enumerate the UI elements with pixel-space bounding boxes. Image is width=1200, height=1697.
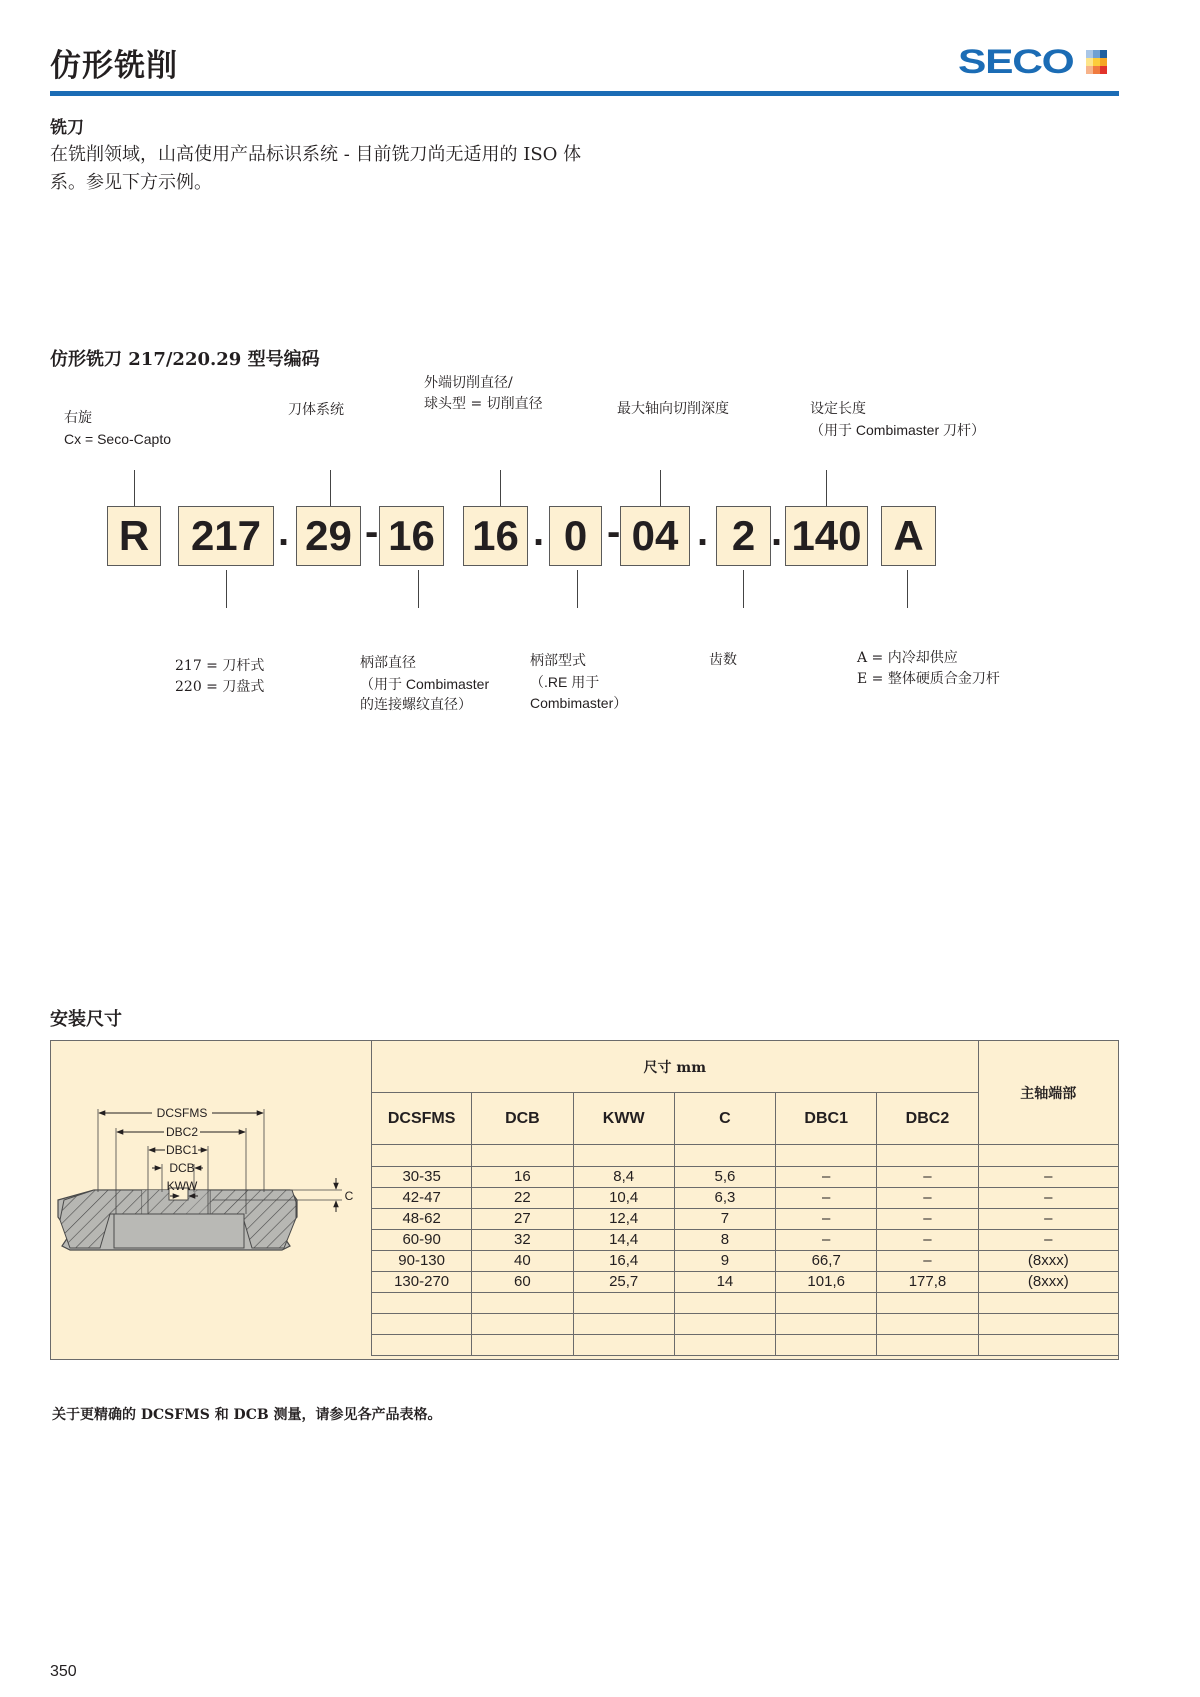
code-separator: . — [697, 510, 709, 554]
cell: 25,7 — [573, 1272, 674, 1293]
cell: 8 — [674, 1230, 775, 1251]
label-line: E = 整体硬质合金刀杆 — [857, 671, 1000, 687]
cell: 30-35 — [372, 1167, 472, 1188]
svg-text:DCB: DCB — [169, 1161, 195, 1175]
table-row — [372, 1272, 1119, 1293]
table-row — [372, 1188, 1119, 1209]
empty-cell — [877, 1293, 978, 1314]
cell: 60 — [472, 1272, 573, 1293]
cell: 27 — [472, 1209, 573, 1230]
empty-cell — [978, 1293, 1118, 1314]
label-line: 外端切削直径/ — [424, 375, 513, 391]
col-header-dbc2: DBC2 — [877, 1093, 978, 1145]
cell: 7 — [674, 1209, 775, 1230]
cell: – — [978, 1230, 1118, 1251]
intro-line-1: 在铣削领域，山高使用产品标识系统 - 目前铣刀尚无适用的 ISO 体 — [50, 144, 582, 165]
label-shank-diameter — [360, 653, 489, 716]
cell: 48-62 — [372, 1209, 472, 1230]
label-line: A = 内冷却供应 — [857, 650, 958, 666]
col-header-dbc1: DBC1 — [776, 1093, 877, 1145]
label-body-system — [288, 400, 344, 421]
code-box-type: 217 — [178, 506, 274, 566]
label-line: Combimaster） — [530, 695, 628, 711]
empty-cell — [877, 1335, 978, 1356]
empty-cell — [573, 1335, 674, 1356]
empty-cell — [472, 1145, 573, 1167]
svg-text:DBC2: DBC2 — [165, 1125, 199, 1139]
code-box-cutting-diameter: 16 — [463, 506, 528, 566]
label-line: 设定长度 — [810, 401, 866, 417]
logo-color-squares-icon — [1086, 50, 1107, 74]
cell: – — [776, 1188, 877, 1209]
footnote: 关于更精确的 DCSFMS 和 DCB 测量，请参见各产品表格。 — [52, 1407, 442, 1423]
col-header-dcb: DCB — [472, 1093, 573, 1145]
cell: 12,4 — [573, 1209, 674, 1230]
leader-line — [226, 570, 227, 608]
empty-cell — [372, 1145, 472, 1167]
cell: – — [877, 1188, 978, 1209]
diagram-label: DCSFMS — [156, 1106, 208, 1120]
empty-cell — [674, 1145, 775, 1167]
empty-cell — [776, 1314, 877, 1335]
table-row — [372, 1230, 1119, 1251]
code-separator: - — [607, 510, 621, 554]
spindle-header-label: 主轴端部 — [1020, 1085, 1077, 1102]
leader-line — [907, 570, 908, 608]
cell: 22 — [472, 1188, 573, 1209]
empty-cell — [776, 1145, 877, 1167]
svg-text:KWW: KWW — [166, 1179, 198, 1193]
empty-cell — [472, 1335, 573, 1356]
table-row — [372, 1209, 1119, 1230]
empty-cell — [877, 1145, 978, 1167]
logo-text: SECO — [958, 43, 1074, 81]
page-number: 350 — [50, 1663, 77, 1680]
cell: 10,4 — [573, 1188, 674, 1209]
leader-line — [577, 570, 578, 608]
page-title: 仿形铣削 — [50, 48, 178, 84]
cell: – — [978, 1188, 1118, 1209]
code-separator: - — [365, 510, 379, 554]
cell: 14 — [674, 1272, 775, 1293]
empty-cell — [776, 1293, 877, 1314]
cell: 6,3 — [674, 1188, 775, 1209]
mounting-dimensions-table — [371, 1040, 1119, 1356]
table-row — [372, 1251, 1119, 1272]
intro-paragraph — [50, 141, 650, 197]
empty-cell — [978, 1335, 1118, 1356]
label-line: 柄部直径 — [360, 655, 416, 671]
cell: – — [877, 1230, 978, 1251]
cell: 40 — [472, 1251, 573, 1272]
label-line: 刀体系统 — [288, 402, 344, 418]
cell: – — [877, 1167, 978, 1188]
code-box-max-depth: 04 — [620, 506, 690, 566]
leader-line — [418, 570, 419, 608]
label-line: （用于 Combimaster — [360, 676, 490, 692]
cell: – — [877, 1251, 978, 1272]
cell: 5,6 — [674, 1167, 775, 1188]
code-section-title: 仿形铣刀 217/220.29 型号编码 — [50, 349, 320, 370]
label-line: 的连接螺纹直径） — [360, 697, 472, 713]
cell: – — [978, 1167, 1118, 1188]
leader-line — [500, 470, 501, 506]
cell: (8xxx) — [978, 1272, 1118, 1293]
leader-line — [743, 570, 744, 608]
label-set-length — [810, 399, 985, 441]
cell: 90-130 — [372, 1251, 472, 1272]
code-separator: . — [533, 510, 545, 554]
cell: 130-270 — [372, 1272, 472, 1293]
empty-cell — [573, 1314, 674, 1335]
label-number-of-teeth — [709, 650, 737, 671]
code-separator: . — [278, 510, 290, 554]
label-line: 217 = 刀杆式 — [175, 658, 265, 674]
label-line: 右旋 — [64, 410, 92, 426]
code-box-option: A — [881, 506, 936, 566]
group-header-label: 尺寸 mm — [643, 1059, 707, 1076]
cell: 16,4 — [573, 1251, 674, 1272]
cell: – — [776, 1230, 877, 1251]
cell: 60-90 — [372, 1230, 472, 1251]
leader-line — [134, 470, 135, 506]
empty-cell — [776, 1335, 877, 1356]
label-cutting-diameter — [424, 373, 543, 415]
svg-text:C: C — [344, 1189, 354, 1203]
empty-cell — [573, 1145, 674, 1167]
empty-cell — [573, 1293, 674, 1314]
empty-cell — [372, 1293, 472, 1314]
label-line: 柄部型式 — [530, 653, 586, 669]
code-box-shank-diameter: 16 — [379, 506, 444, 566]
code-box-body-system: 29 — [296, 506, 361, 566]
mounting-dimension-diagram-icon — [52, 1042, 370, 1358]
cell: – — [776, 1167, 877, 1188]
cell: 16 — [472, 1167, 573, 1188]
mounting-section-title: 安装尺寸 — [50, 1009, 122, 1030]
group-header — [372, 1041, 979, 1093]
empty-cell — [877, 1314, 978, 1335]
seco-logo — [958, 43, 1107, 81]
col-header-kww: KWW — [573, 1093, 674, 1145]
label-line: （.RE 用于 — [530, 674, 600, 690]
subheading-milling-cutters: 铣刀 — [50, 118, 84, 138]
spindle-header — [978, 1041, 1118, 1145]
empty-cell — [978, 1145, 1118, 1167]
empty-cell — [674, 1335, 775, 1356]
cell: – — [978, 1209, 1118, 1230]
empty-cell — [674, 1293, 775, 1314]
leader-line — [660, 470, 661, 506]
code-box-teeth: 2 — [716, 506, 771, 566]
cell: – — [877, 1209, 978, 1230]
label-line: 最大轴向切削深度 — [617, 401, 729, 417]
label-holder-type — [175, 656, 264, 698]
col-header-dcsfms: DCSFMS — [372, 1093, 472, 1145]
empty-cell — [674, 1314, 775, 1335]
cell: 32 — [472, 1230, 573, 1251]
code-separator: . — [771, 510, 783, 554]
code-box-set-length: 140 — [785, 506, 868, 566]
code-box-hand: R — [107, 506, 161, 566]
cell: 14,4 — [573, 1230, 674, 1251]
empty-cell — [372, 1335, 472, 1356]
label-line: 齿数 — [709, 652, 737, 668]
label-shank-type — [530, 651, 627, 714]
label-max-depth-of-cut — [617, 399, 729, 420]
cell: 42-47 — [372, 1188, 472, 1209]
empty-cell — [372, 1314, 472, 1335]
empty-cell — [472, 1293, 573, 1314]
label-option-code — [857, 648, 1000, 690]
code-box-shank-type: 0 — [549, 506, 602, 566]
intro-line-2: 系。参见下方示例。 — [50, 172, 212, 193]
label-line: 球头型 = 切削直径 — [424, 396, 543, 412]
label-line: 220 = 刀盘式 — [175, 679, 265, 695]
leader-line — [826, 470, 827, 506]
empty-cell — [978, 1314, 1118, 1335]
header-rule — [50, 91, 1119, 96]
cell: 9 — [674, 1251, 775, 1272]
leader-line — [330, 470, 331, 506]
cell: 8,4 — [573, 1167, 674, 1188]
table-row — [372, 1167, 1119, 1188]
cell: – — [776, 1209, 877, 1230]
label-right-hand — [64, 408, 171, 450]
cell: (8xxx) — [978, 1251, 1118, 1272]
col-header-c: C — [674, 1093, 775, 1145]
cell: 177,8 — [877, 1272, 978, 1293]
label-line: Cx = Seco-Capto — [64, 431, 171, 447]
empty-cell — [472, 1314, 573, 1335]
cell: 66,7 — [776, 1251, 877, 1272]
svg-text:DBC1: DBC1 — [165, 1143, 199, 1157]
label-line: （用于 Combimaster 刀杆） — [810, 422, 986, 438]
cell: 101,6 — [776, 1272, 877, 1293]
